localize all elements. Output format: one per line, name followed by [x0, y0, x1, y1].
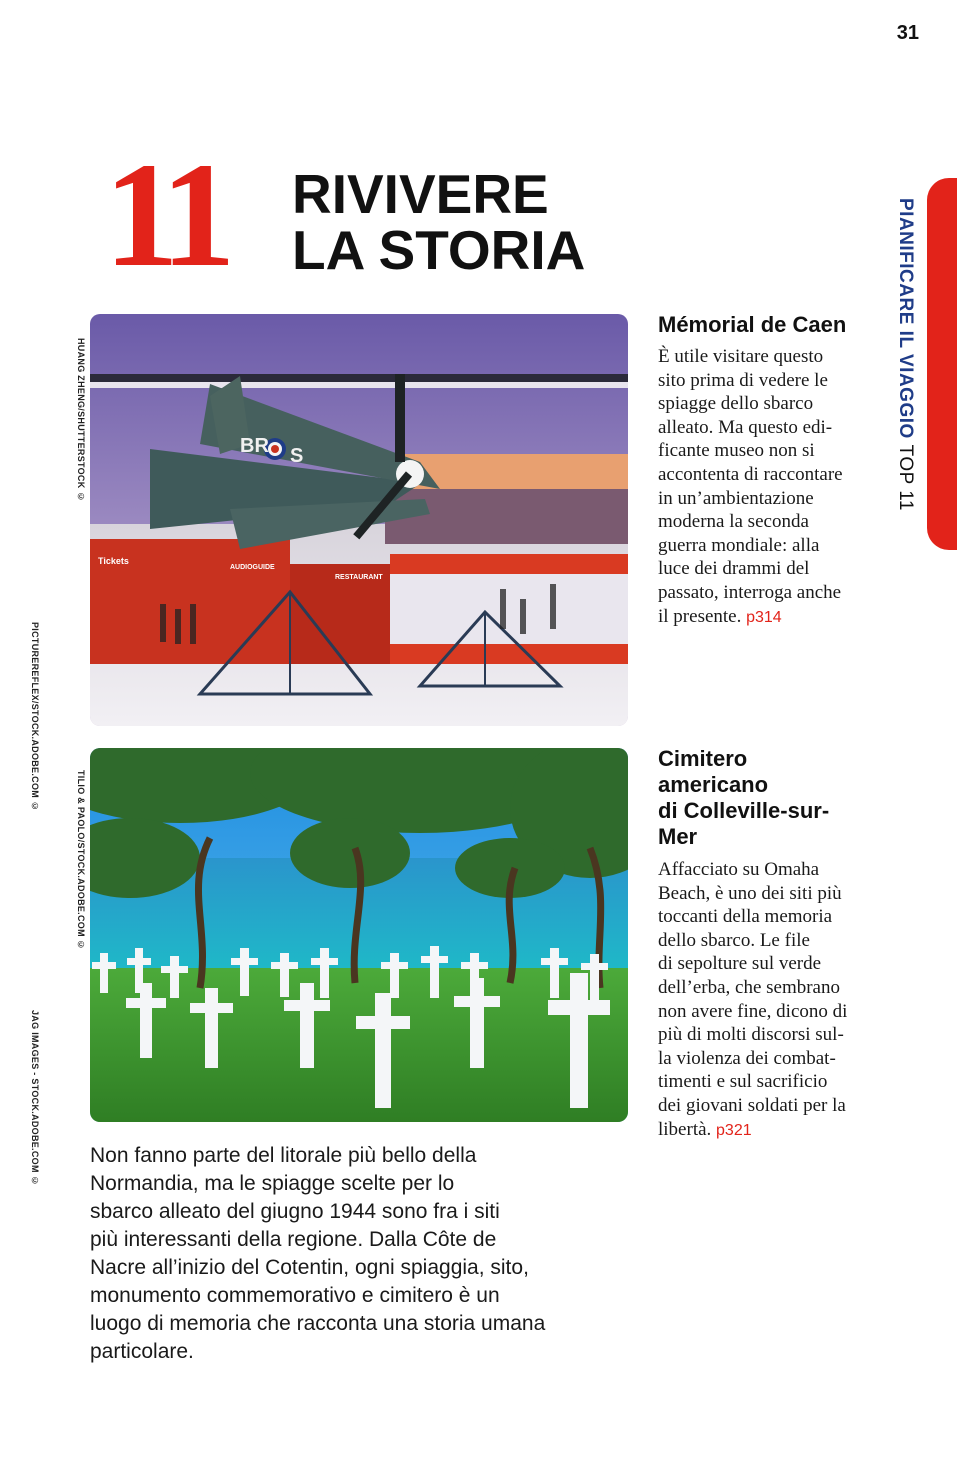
cemetery-line: più di molti discorsi sul-: [658, 1024, 844, 1046]
cemetery-line: Beach, è uno dei siti più: [658, 882, 842, 904]
cemetery-heading: [658, 746, 898, 850]
intro-line: Nacre all’inizio del Cotentin, ogni spiaggia, sito,: [90, 1256, 529, 1279]
memorial-line: alleato. Ma questo edi-: [658, 416, 833, 438]
cemetery-line: Affacciato su Omaha: [658, 859, 820, 880]
cemetery-line: libertà.: [658, 1118, 712, 1140]
cemetery-heading-line: Mer: [658, 824, 698, 849]
title-line-1: RIVIVERE: [292, 163, 549, 225]
aircraft-code: BR: [240, 435, 269, 457]
photo1-credit: HUANG ZHENG/SHUTTERSTOCK ©: [76, 338, 86, 502]
cemetery-line: dei giovani soldati per la: [658, 1094, 846, 1116]
cemetery-line: toccanti della memoria: [658, 906, 833, 928]
memorial-line: il presente.: [658, 605, 742, 627]
memorial-photo: [90, 314, 628, 726]
side-tab: [927, 178, 957, 550]
margin-credit-2: JAG IMAGES - STOCK.ADOBE.COM ©: [30, 1010, 40, 1186]
chapter-number: 11: [104, 132, 226, 298]
side-label-light: TOP 11: [895, 444, 916, 511]
cemetery-heading-line: di Colleville-sur-: [658, 798, 830, 823]
cemetery-line: dello sbarco. Le file: [658, 929, 810, 951]
intro-line: monumento commemorativo e cimitero è un: [90, 1284, 500, 1307]
cemetery-line: la violenza dei combat-: [658, 1047, 836, 1069]
page-number: 31: [896, 22, 919, 44]
memorial-body: [658, 345, 883, 629]
memorial-line: È utile visitare questo: [658, 346, 824, 367]
cemetery-line: dell’erba, che sembrano: [658, 976, 840, 998]
memorial-line: sito prima di vedere le: [658, 369, 828, 391]
memorial-heading: [658, 312, 898, 338]
memorial-heading-line: Mémorial de Caen: [658, 312, 847, 337]
memorial-line: guerra mondiale: alla: [658, 534, 820, 556]
intro-line: Non fanno parte del litorale più bello della: [90, 1144, 477, 1167]
title-line-2: LA STORIA: [292, 219, 586, 281]
intro-line: sbarco alleato del giugno 1944 sono fra i siti: [90, 1200, 500, 1223]
restaurant-sign: RESTAURANT: [335, 574, 383, 581]
memorial-line-last: [658, 605, 883, 630]
cemetery-line-last: [658, 1118, 883, 1143]
cemetery-page-ref[interactable]: p321: [716, 1121, 752, 1139]
memorial-line: accontenta di raccontare: [658, 463, 843, 485]
intro-line: più interessanti della regione. Dalla Côte de: [90, 1228, 497, 1251]
cemetery-photo: [90, 748, 628, 1122]
aircraft-code-2: S: [290, 445, 304, 467]
tickets-sign: Tickets: [98, 556, 129, 566]
intro-line: luogo di memoria che racconta una storia umana: [90, 1312, 546, 1335]
page-title: [292, 163, 586, 281]
cemetery-line: timenti e sul sacrificio: [658, 1071, 828, 1093]
cemetery-heading-line: Cimitero: [658, 746, 748, 771]
memorial-line: moderna la seconda: [658, 511, 809, 533]
side-label-strong: PIANIFICARE IL VIAGGIO: [895, 198, 916, 439]
memorial-line: luce dei drammi del: [658, 558, 810, 580]
margin-credit-1: PICTUREREFLEX/STOCK.ADOBE.COM ©: [30, 622, 40, 812]
cemetery-heading-line: americano: [658, 772, 769, 797]
cemetery-line: non avere fine, dicono di: [658, 1000, 848, 1022]
memorial-line: passato, interroga anche: [658, 581, 842, 603]
memorial-page-ref[interactable]: p314: [746, 608, 782, 626]
cemetery-line: di sepolture sul verde: [658, 953, 822, 975]
side-label: [894, 198, 916, 511]
intro-line: Normandia, ma le spiagge scelte per lo: [90, 1172, 455, 1195]
audioguide-sign: AUDIOGUIDE: [230, 564, 275, 571]
memorial-line: spiagge dello sbarco: [658, 393, 814, 415]
intro-line: particolare.: [90, 1340, 194, 1363]
cemetery-body: [658, 858, 883, 1142]
memorial-line: in un’ambientazione: [658, 487, 814, 509]
intro-paragraph: [90, 1142, 610, 1366]
memorial-line: ficante museo non si: [658, 440, 815, 462]
photo2-credit: TILIO & PAOLO/STOCK.ADOBE.COM ©: [76, 770, 86, 950]
